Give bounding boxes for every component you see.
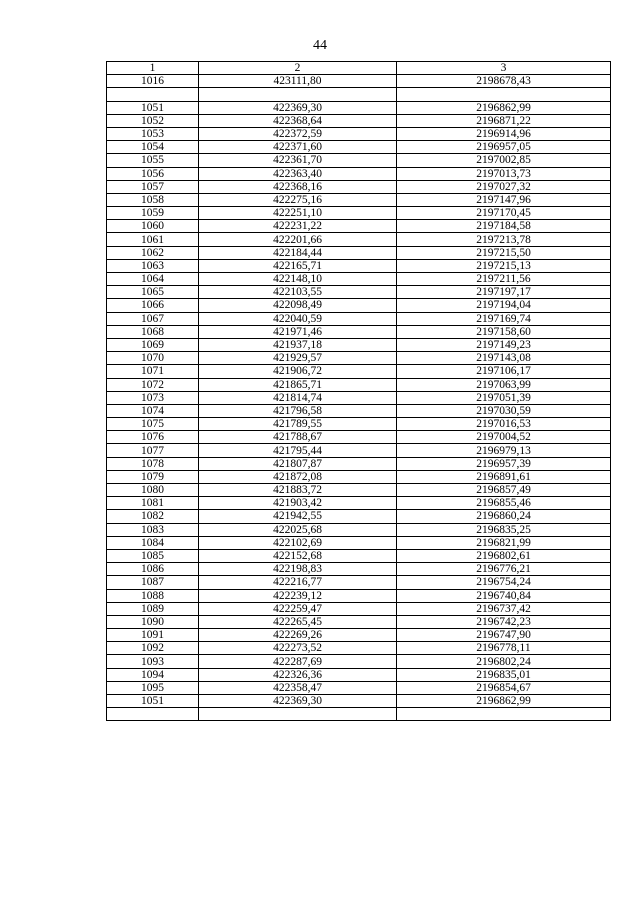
table-row <box>107 470 611 483</box>
page-number: 44 <box>313 38 327 53</box>
table-row <box>107 88 611 101</box>
table-row <box>107 207 611 220</box>
x-coordinate-cell: 422040,59 <box>199 312 397 325</box>
table-row <box>107 418 611 431</box>
y-coordinate-cell: 2196835,01 <box>397 668 611 681</box>
table-row <box>107 497 611 510</box>
coordinates-table <box>106 61 611 721</box>
header-col-1: 1 <box>107 62 199 75</box>
y-coordinate-cell: 2197170,45 <box>397 207 611 220</box>
y-coordinate-cell: 2198678,43 <box>397 75 611 88</box>
x-coordinate-cell: 422265,45 <box>199 615 397 628</box>
header-col-3: 3 <box>397 62 611 75</box>
table-row <box>107 510 611 523</box>
x-coordinate-cell: 421971,46 <box>199 325 397 338</box>
point-number-cell: 1083 <box>107 523 199 536</box>
x-coordinate-cell: 422231,22 <box>199 220 397 233</box>
x-coordinate-cell: 422372,59 <box>199 127 397 140</box>
table-row <box>107 193 611 206</box>
y-coordinate-cell <box>397 708 611 721</box>
x-coordinate-cell: 421937,18 <box>199 338 397 351</box>
point-number-cell: 1074 <box>107 404 199 417</box>
point-number-cell: 1051 <box>107 101 199 114</box>
x-coordinate-cell: 422239,12 <box>199 589 397 602</box>
table-row <box>107 154 611 167</box>
y-coordinate-cell: 2197063,99 <box>397 378 611 391</box>
x-coordinate-cell: 421906,72 <box>199 365 397 378</box>
table-row <box>107 431 611 444</box>
x-coordinate-cell: 421942,55 <box>199 510 397 523</box>
y-coordinate-cell: 2196854,67 <box>397 681 611 694</box>
point-number-cell: 1063 <box>107 259 199 272</box>
point-number-cell: 1059 <box>107 207 199 220</box>
table-row <box>107 114 611 127</box>
point-number-cell: 1086 <box>107 563 199 576</box>
table-row <box>107 101 611 114</box>
x-coordinate-cell: 422363,40 <box>199 167 397 180</box>
x-coordinate-cell: 422358,47 <box>199 681 397 694</box>
point-number-cell: 1055 <box>107 154 199 167</box>
header-col-2: 2 <box>199 62 397 75</box>
x-coordinate-cell: 421865,71 <box>199 378 397 391</box>
point-number-cell: 1060 <box>107 220 199 233</box>
point-number-cell: 1052 <box>107 114 199 127</box>
point-number-cell: 1084 <box>107 536 199 549</box>
table-row <box>107 642 611 655</box>
point-number-cell: 1062 <box>107 246 199 259</box>
y-coordinate-cell: 2196871,22 <box>397 114 611 127</box>
point-number-cell: 1076 <box>107 431 199 444</box>
x-coordinate-cell: 422369,30 <box>199 695 397 708</box>
table-row <box>107 273 611 286</box>
table-row <box>107 563 611 576</box>
y-coordinate-cell: 2197149,23 <box>397 338 611 351</box>
table-row <box>107 259 611 272</box>
point-number-cell: 1073 <box>107 391 199 404</box>
x-coordinate-cell: 421789,55 <box>199 418 397 431</box>
point-number-cell <box>107 88 199 101</box>
table-row <box>107 484 611 497</box>
point-number-cell: 1090 <box>107 615 199 628</box>
y-coordinate-cell: 2196740,84 <box>397 589 611 602</box>
x-coordinate-cell: 421788,67 <box>199 431 397 444</box>
point-number-cell: 1087 <box>107 576 199 589</box>
y-coordinate-cell: 2196891,61 <box>397 470 611 483</box>
x-coordinate-cell: 421814,74 <box>199 391 397 404</box>
point-number-cell: 1093 <box>107 655 199 668</box>
table-row <box>107 338 611 351</box>
y-coordinate-cell: 2196747,90 <box>397 629 611 642</box>
x-coordinate-cell: 421795,44 <box>199 444 397 457</box>
y-coordinate-cell: 2196957,05 <box>397 141 611 154</box>
point-number-cell: 1091 <box>107 629 199 642</box>
table-row <box>107 299 611 312</box>
x-coordinate-cell: 422269,26 <box>199 629 397 642</box>
table-row <box>107 75 611 88</box>
x-coordinate-cell: 421872,08 <box>199 470 397 483</box>
table-row <box>107 444 611 457</box>
y-coordinate-cell: 2197051,39 <box>397 391 611 404</box>
y-coordinate-cell: 2196802,61 <box>397 549 611 562</box>
table-row <box>107 602 611 615</box>
point-number-cell: 1070 <box>107 352 199 365</box>
y-coordinate-cell: 2196754,24 <box>397 576 611 589</box>
point-number-cell: 1089 <box>107 602 199 615</box>
y-coordinate-cell: 2197184,58 <box>397 220 611 233</box>
x-coordinate-cell: 422165,71 <box>199 259 397 272</box>
x-coordinate-cell: 422201,66 <box>199 233 397 246</box>
x-coordinate-cell: 422326,36 <box>199 668 397 681</box>
point-number-cell: 1082 <box>107 510 199 523</box>
y-coordinate-cell: 2196857,49 <box>397 484 611 497</box>
x-coordinate-cell: 422361,70 <box>199 154 397 167</box>
x-coordinate-cell: 423111,80 <box>199 75 397 88</box>
table-row <box>107 681 611 694</box>
x-coordinate-cell: 422148,10 <box>199 273 397 286</box>
table-body <box>107 75 611 721</box>
table-row <box>107 695 611 708</box>
x-coordinate-cell: 422184,44 <box>199 246 397 259</box>
point-number-cell: 1079 <box>107 470 199 483</box>
point-number-cell: 1075 <box>107 418 199 431</box>
x-coordinate-cell: 422103,55 <box>199 286 397 299</box>
table-row <box>107 365 611 378</box>
x-coordinate-cell: 422025,68 <box>199 523 397 536</box>
point-number-cell <box>107 708 199 721</box>
x-coordinate-cell: 422275,16 <box>199 193 397 206</box>
point-number-cell: 1051 <box>107 695 199 708</box>
point-number-cell: 1085 <box>107 549 199 562</box>
point-number-cell: 1056 <box>107 167 199 180</box>
y-coordinate-cell: 2197004,52 <box>397 431 611 444</box>
table-row <box>107 655 611 668</box>
y-coordinate-cell: 2197213,78 <box>397 233 611 246</box>
table-row <box>107 352 611 365</box>
point-number-cell: 1067 <box>107 312 199 325</box>
y-coordinate-cell: 2196979,13 <box>397 444 611 457</box>
y-coordinate-cell: 2197027,32 <box>397 180 611 193</box>
y-coordinate-cell: 2197147,96 <box>397 193 611 206</box>
y-coordinate-cell <box>397 88 611 101</box>
point-number-cell: 1064 <box>107 273 199 286</box>
y-coordinate-cell: 2196862,99 <box>397 695 611 708</box>
point-number-cell: 1068 <box>107 325 199 338</box>
point-number-cell: 1066 <box>107 299 199 312</box>
point-number-cell: 1065 <box>107 286 199 299</box>
y-coordinate-cell: 2196821,99 <box>397 536 611 549</box>
point-number-cell: 1094 <box>107 668 199 681</box>
x-coordinate-cell: 422251,10 <box>199 207 397 220</box>
y-coordinate-cell: 2197194,04 <box>397 299 611 312</box>
table-row <box>107 246 611 259</box>
y-coordinate-cell: 2197211,56 <box>397 273 611 286</box>
point-number-cell: 1081 <box>107 497 199 510</box>
table-row <box>107 378 611 391</box>
y-coordinate-cell: 2196862,99 <box>397 101 611 114</box>
y-coordinate-cell: 2196860,24 <box>397 510 611 523</box>
table-row <box>107 141 611 154</box>
y-coordinate-cell: 2197002,85 <box>397 154 611 167</box>
y-coordinate-cell: 2197106,17 <box>397 365 611 378</box>
y-coordinate-cell: 2197013,73 <box>397 167 611 180</box>
point-number-cell: 1078 <box>107 457 199 470</box>
x-coordinate-cell: 422371,60 <box>199 141 397 154</box>
table-row <box>107 167 611 180</box>
y-coordinate-cell: 2196742,23 <box>397 615 611 628</box>
table-row <box>107 325 611 338</box>
point-number-cell: 1077 <box>107 444 199 457</box>
table-row <box>107 404 611 417</box>
point-number-cell: 1053 <box>107 127 199 140</box>
point-number-cell: 1058 <box>107 193 199 206</box>
y-coordinate-cell: 2197143,08 <box>397 352 611 365</box>
x-coordinate-cell: 421883,72 <box>199 484 397 497</box>
x-coordinate-cell: 421807,87 <box>199 457 397 470</box>
y-coordinate-cell: 2197215,50 <box>397 246 611 259</box>
y-coordinate-cell: 2197030,59 <box>397 404 611 417</box>
table-row <box>107 312 611 325</box>
point-number-cell: 1016 <box>107 75 199 88</box>
x-coordinate-cell: 422152,68 <box>199 549 397 562</box>
x-coordinate-cell <box>199 708 397 721</box>
x-coordinate-cell: 422287,69 <box>199 655 397 668</box>
x-coordinate-cell: 422259,47 <box>199 602 397 615</box>
table-row <box>107 549 611 562</box>
y-coordinate-cell: 2197158,60 <box>397 325 611 338</box>
table-row <box>107 708 611 721</box>
x-coordinate-cell: 422216,77 <box>199 576 397 589</box>
table-row <box>107 127 611 140</box>
point-number-cell: 1057 <box>107 180 199 193</box>
table-row <box>107 589 611 602</box>
table-row <box>107 523 611 536</box>
table-row <box>107 457 611 470</box>
table-row <box>107 576 611 589</box>
x-coordinate-cell <box>199 88 397 101</box>
y-coordinate-cell: 2197197,17 <box>397 286 611 299</box>
y-coordinate-cell: 2196957,39 <box>397 457 611 470</box>
point-number-cell: 1092 <box>107 642 199 655</box>
point-number-cell: 1054 <box>107 141 199 154</box>
point-number-cell: 1080 <box>107 484 199 497</box>
x-coordinate-cell: 422102,69 <box>199 536 397 549</box>
y-coordinate-cell: 2197016,53 <box>397 418 611 431</box>
table-row <box>107 233 611 246</box>
table-row <box>107 180 611 193</box>
point-number-cell: 1061 <box>107 233 199 246</box>
y-coordinate-cell: 2197169,74 <box>397 312 611 325</box>
table-header-row <box>107 62 611 75</box>
point-number-cell: 1069 <box>107 338 199 351</box>
y-coordinate-cell: 2196835,25 <box>397 523 611 536</box>
x-coordinate-cell: 421796,58 <box>199 404 397 417</box>
y-coordinate-cell: 2197215,13 <box>397 259 611 272</box>
point-number-cell: 1095 <box>107 681 199 694</box>
table-row <box>107 220 611 233</box>
point-number-cell: 1088 <box>107 589 199 602</box>
table-row <box>107 629 611 642</box>
x-coordinate-cell: 422198,83 <box>199 563 397 576</box>
y-coordinate-cell: 2196737,42 <box>397 602 611 615</box>
coordinates-table-container <box>106 61 610 721</box>
y-coordinate-cell: 2196914,96 <box>397 127 611 140</box>
point-number-cell: 1071 <box>107 365 199 378</box>
table-row <box>107 668 611 681</box>
x-coordinate-cell: 422368,64 <box>199 114 397 127</box>
x-coordinate-cell: 422273,52 <box>199 642 397 655</box>
point-number-cell: 1072 <box>107 378 199 391</box>
y-coordinate-cell: 2196802,24 <box>397 655 611 668</box>
x-coordinate-cell: 422368,16 <box>199 180 397 193</box>
table-row <box>107 286 611 299</box>
y-coordinate-cell: 2196855,46 <box>397 497 611 510</box>
table-row <box>107 536 611 549</box>
table-row <box>107 391 611 404</box>
x-coordinate-cell: 421929,57 <box>199 352 397 365</box>
y-coordinate-cell: 2196778,11 <box>397 642 611 655</box>
y-coordinate-cell: 2196776,21 <box>397 563 611 576</box>
table-row <box>107 615 611 628</box>
x-coordinate-cell: 422098,49 <box>199 299 397 312</box>
x-coordinate-cell: 422369,30 <box>199 101 397 114</box>
x-coordinate-cell: 421903,42 <box>199 497 397 510</box>
